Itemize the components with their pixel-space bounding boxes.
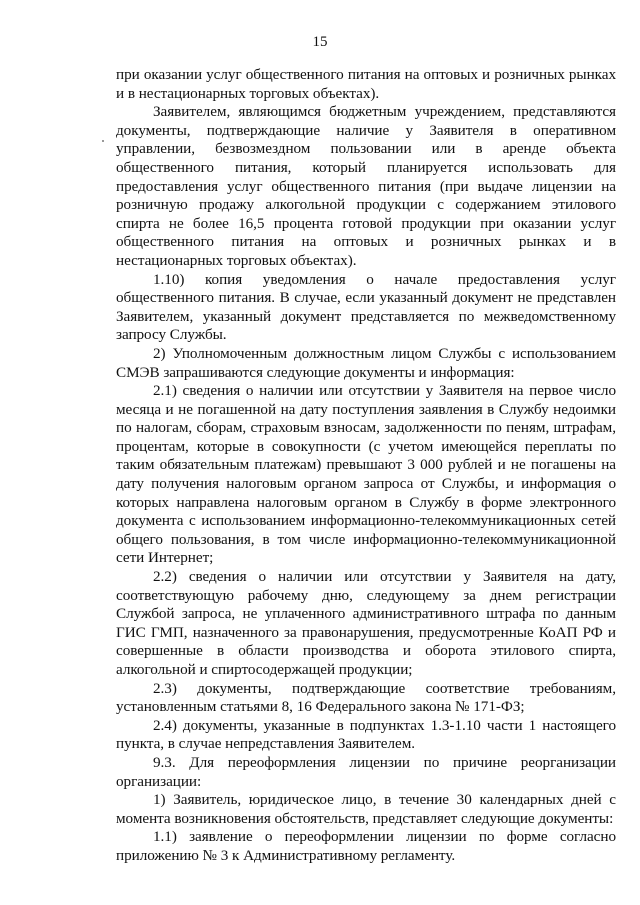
paragraph-budget-institution: Заявителем, являющимся бюджетным учреждением, представляются документы, подтверждающие наличие у Заявителя в оперативном управлении, безвозмездном пользовании или в аренде объекта общественного питания, который планируется использовать для предоставления услуг общественного питания (при выдаче лицензии на розничную продажу алкогольной продукции с содержанием этилового спирта не более 16,5 процента готовой продукции при оказании услуг общественного питания на оптовых и розничных рынках и в нестационарных торговых объектах). — [116, 103, 616, 269]
paragraph-continuation: при оказании услуг общественного питания на оптовых и розничных рынках и в нестационарных торговых объектах). — [116, 66, 616, 102]
paragraph-2-3: 2.3) документы, подтверждающие соответствие требованиям, установленным статьями 8, 16 Федерального закона № 171-ФЗ; — [116, 679, 616, 716]
paragraph-2: 2) Уполномоченным должностным лицом Службы с использованием СМЭВ запрашиваются следующие документы и информация: — [116, 344, 616, 381]
paragraph-2-2: 2.2) сведения о наличии или отсутствии у Заявителя на дату, соответствующую рабочему дню, следующему за днем регистрации Службой запроса, не уплаченного административного штрафа по данным ГИС ГМП, назначенного за правонарушения, предусмотренные КоАП РФ и совершенные в области производства и оборота этилового спирта, алкогольной и спиртосодержащей продукции; — [116, 568, 616, 678]
paragraph-1-10: 1.10) копия уведомления о начале предоставления услуг общественного питания. В случае, если указанный документ не представлен Заявителем, указанный документ представляется по межведомственному запросу Службы. — [116, 270, 616, 344]
margin-mark — [102, 140, 104, 142]
paragraph-9-3: 9.3. Для переоформления лицензии по причине реорганизации организации: — [116, 753, 616, 790]
page-number: 15 — [312, 34, 328, 50]
paragraph-9-3-1: 1) Заявитель, юридическое лицо, в течение 30 календарных дней с момента возникновения обстоятельств, представляет следующие документы: — [116, 791, 616, 827]
paragraph-9-3-1-1: 1.1) заявление о переоформлении лицензии по форме согласно приложению № 3 к Административному регламенту. — [116, 828, 616, 864]
document-body — [116, 66, 616, 866]
paragraph-2-1: 2.1) сведения о наличии или отсутствии у Заявителя на первое число месяца и не погашенной на дату поступления заявления в Службу недоимки по налогам, сборам, страховым взносам, задолженности по пеням, штрафам, процентам, которые в совокупности (с учетом имеющейся переплаты по таким обязательным платежам) превышают 3 000 рублей и не погашены на дату получения налоговым органом запроса от Службы, и информация о которых направлена налоговым органом в Службу в форме электронного документа с использованием информационно-телекоммуникационных сетей общего пользования, в том числе информационно-телекоммуникационной сети Интернет; — [116, 382, 616, 567]
paragraph-2-4: 2.4) документы, указанные в подпунктах 1.3-1.10 части 1 настоящего пункта, в случае непредставления Заявителем. — [116, 716, 616, 753]
